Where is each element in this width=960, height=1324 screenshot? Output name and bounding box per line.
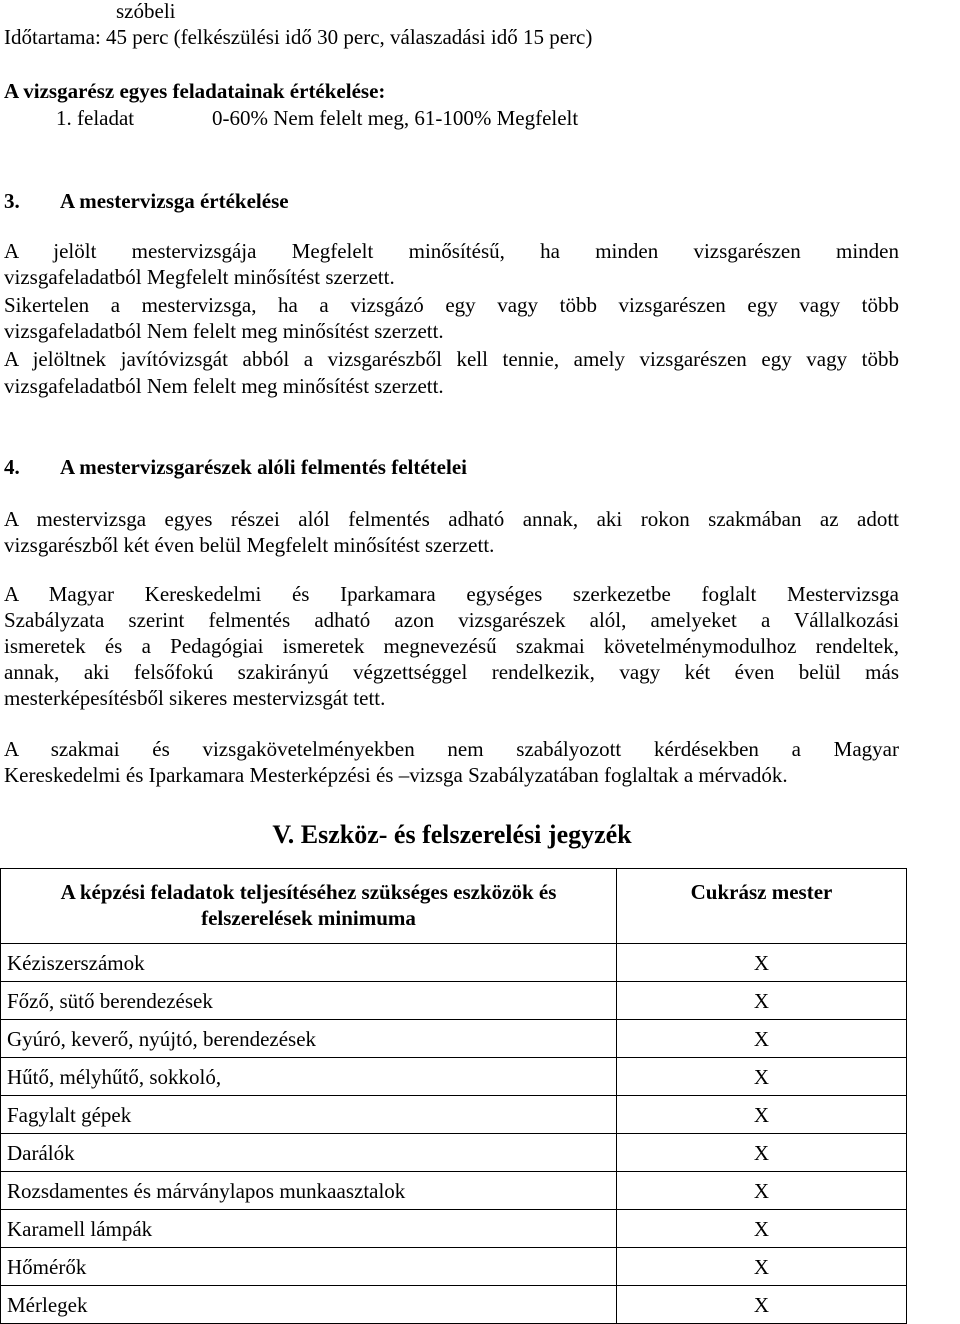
section-3-title: A mestervizsga értékelése — [60, 189, 289, 213]
table-row — [1, 1172, 907, 1210]
equipment-name: Gyúró, keverő, nyújtó, berendezések — [1, 1020, 617, 1058]
section-4-paragraph-2-line: A Magyar Kereskedelmi és Iparkamara egységes szerkezetbe foglalt Mestervizsga — [4, 582, 899, 606]
section-3-line: Sikertelen a mestervizsga, ha a vizsgázó egy vagy több vizsgarészen egy vagy több — [4, 293, 899, 317]
equipment-table — [0, 868, 907, 1324]
equipment-mark: X — [617, 1134, 907, 1172]
table-row — [1, 982, 907, 1020]
section-3-line: A jelöltnek javítóvizsgát abból a vizsgarészből kell tennie, amely vizsgarészen egy vagy több — [4, 347, 899, 371]
section-3-number: 3. — [4, 189, 20, 213]
section-3-line: vizsgafeladatból Nem felelt meg minősítést szerzett. — [4, 374, 444, 398]
table-header-requirements: A képzési feladatok teljesítéséhez szükséges eszközök és felszerelések minimuma — [1, 869, 617, 944]
equipment-name: Rozsdamentes és márványlapos munkaasztalok — [1, 1172, 617, 1210]
section-3-heading — [4, 188, 289, 214]
task-evaluation-row — [56, 105, 578, 131]
equipment-name: Főző, sütő berendezések — [1, 982, 617, 1020]
table-row — [1, 1248, 907, 1286]
section-4-paragraph-3-line: A szakmai és vizsgakövetelményekben nem szabályozott kérdésekben a Magyar — [4, 737, 899, 761]
section-5-title: V. Eszköz- és felszerelési jegyzék — [272, 820, 632, 849]
section-4-paragraph-2-line: annak, aki felsőfokú szakirányú végzettséggel rendelkezik, vagy két éven belül más — [4, 660, 899, 684]
table-row — [1, 944, 907, 982]
section-3-line: vizsgafeladatból Nem felelt meg minősítést szerzett. — [4, 319, 444, 343]
equipment-name: Mérlegek — [1, 1286, 617, 1324]
table-row — [1, 1286, 907, 1324]
task-evaluation-text: 0-60% Nem felelt meg, 61-100% Megfelelt — [212, 106, 579, 130]
section-4-paragraph-3-line: Kereskedelmi és Iparkamara Mesterképzési és –vizsga Szabályzatában foglaltak a mérvadók. — [4, 763, 788, 787]
section-4-paragraph-2-line: mesterképesítésből sikeres mestervizsgát tett. — [4, 686, 386, 710]
table-row — [1, 1020, 907, 1058]
equipment-mark: X — [617, 1172, 907, 1210]
section-4-paragraph-1-line: A mestervizsga egyes részei alól felmentés adható annak, aki rokon szakmában az adott — [4, 507, 899, 531]
evaluation-heading: A vizsgarész egyes feladatainak értékelése: — [4, 79, 386, 103]
equipment-name: Karamell lámpák — [1, 1210, 617, 1248]
equipment-mark: X — [617, 1096, 907, 1134]
section-3-line: vizsgafeladatból Megfelelt minősítést szerzett. — [4, 265, 395, 289]
section-4-title: A mestervizsgarészek alóli felmentés feltételei — [60, 455, 467, 479]
equipment-name: Fagylalt gépek — [1, 1096, 617, 1134]
equipment-mark: X — [617, 1286, 907, 1324]
equipment-mark: X — [617, 1058, 907, 1096]
table-row — [1, 1134, 907, 1172]
table-header-row — [1, 869, 907, 944]
section-4-paragraph-1-line: vizsgarészből két éven belül Megfelelt minősítést szerzett. — [4, 533, 495, 557]
task-label: 1. feladat — [56, 106, 135, 130]
equipment-mark: X — [617, 1210, 907, 1248]
section-3-line: A jelölt mestervizsgája Megfelelt minősítésű, ha minden vizsgarészen minden — [4, 239, 899, 263]
equipment-name: Hőmérők — [1, 1248, 617, 1286]
equipment-mark: X — [617, 1020, 907, 1058]
table-header-profession: Cukrász mester — [617, 869, 907, 944]
table-row — [1, 1058, 907, 1096]
exam-type-text: szóbeli — [116, 0, 176, 23]
section-4-paragraph-2-line: ismeretek és a Pedagógiai ismeretek megnevezésű szakmai követelménymodulhoz rendeltek, — [4, 634, 899, 658]
equipment-mark: X — [617, 982, 907, 1020]
equipment-name: Hűtő, mélyhűtő, sokkoló, — [1, 1058, 617, 1096]
section-4-heading — [4, 454, 467, 480]
equipment-name: Darálók — [1, 1134, 617, 1172]
equipment-name: Kéziszerszámok — [1, 944, 617, 982]
duration-text: Időtartama: 45 perc (felkészülési idő 30 perc, válaszadási idő 15 perc) — [4, 25, 593, 49]
table-row — [1, 1096, 907, 1134]
section-4-paragraph-2-line: Szabályzata szerint felmentés adható azon vizsgarészek alól, amelyeket a Vállalkozási — [4, 608, 899, 632]
equipment-mark: X — [617, 944, 907, 982]
table-row — [1, 1210, 907, 1248]
section-4-number: 4. — [4, 455, 20, 479]
equipment-mark: X — [617, 1248, 907, 1286]
